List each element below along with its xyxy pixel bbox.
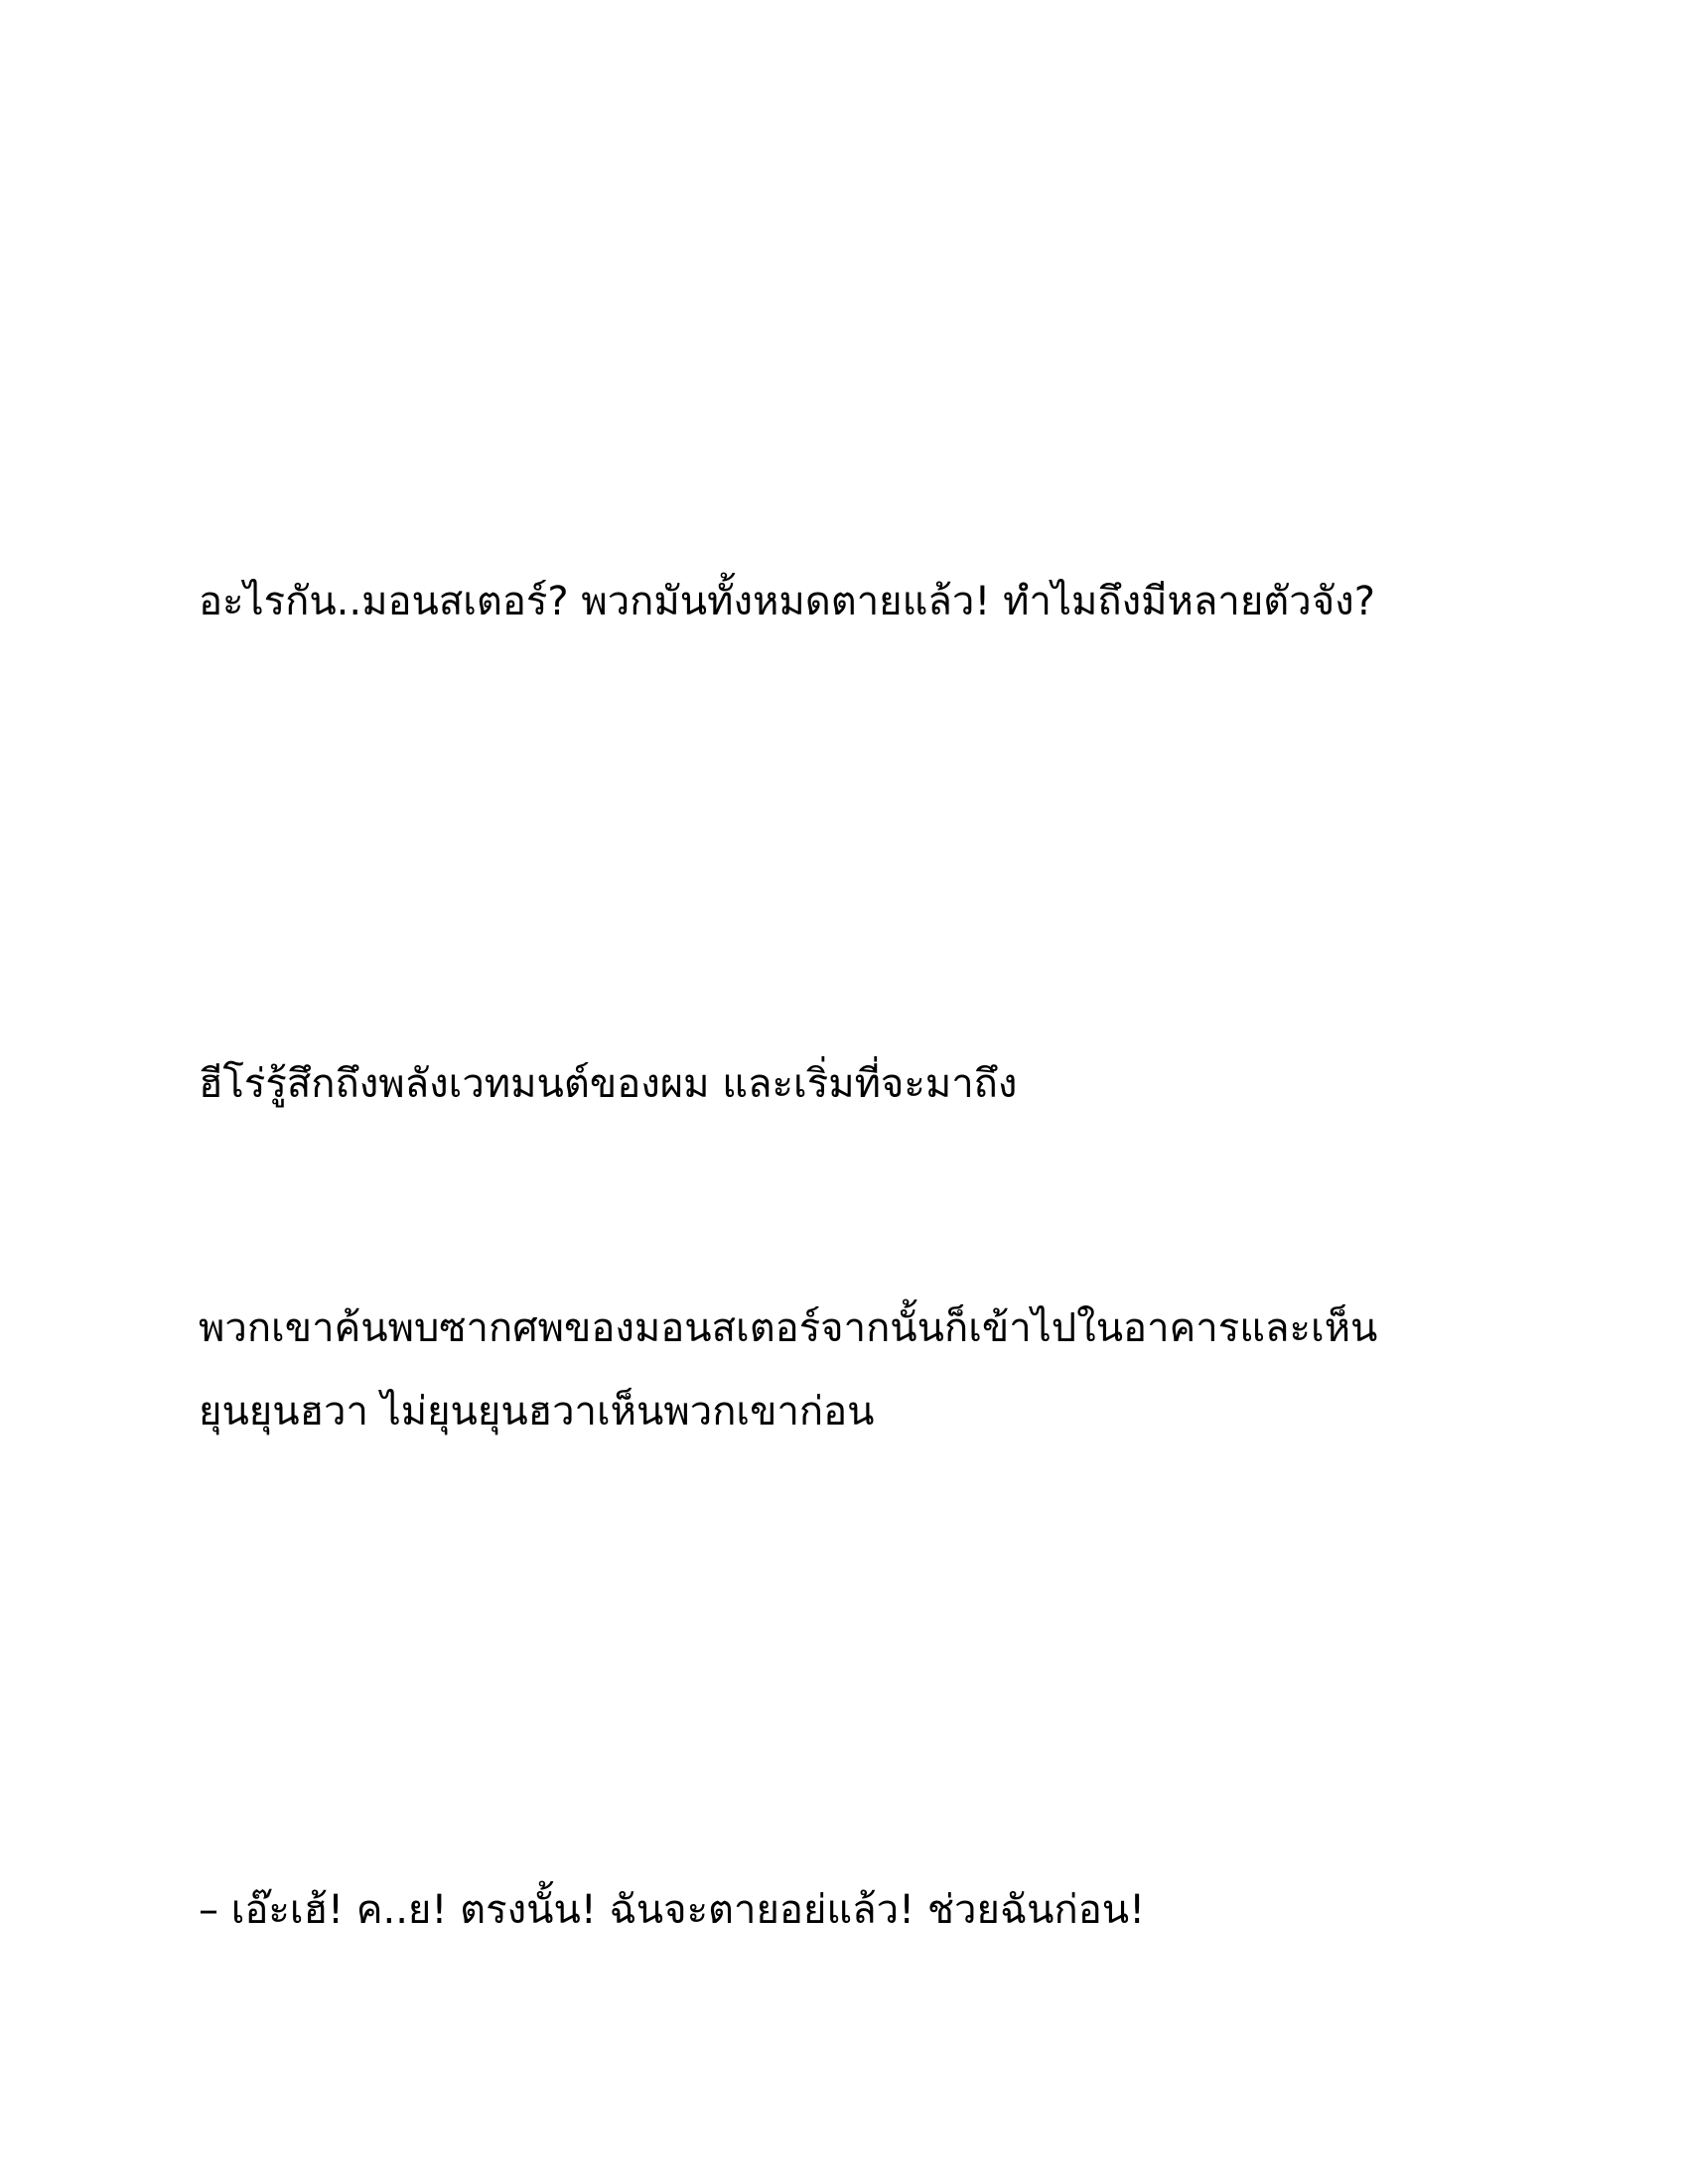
paragraph-4-line-1: – เอ๊ะเฮ้! ค..ย! ตรงนั้น! ฉันจะตายอย่แล้ว! ช่วยฉันก่อน! xyxy=(199,1887,1146,1933)
paragraph-2 xyxy=(199,1042,1489,1126)
paragraph-4 xyxy=(199,1868,1489,1952)
paragraph-2-line-1: ฮีโร่รู้สึกถึงพลังเวทมนต์ของผม และเริ่มที่จะมาถึง xyxy=(199,1061,1018,1107)
paragraph-3 xyxy=(199,1287,1489,1453)
paragraph-1-line-1: อะไรกัน..มอนสเตอร์? พวกมันทั้งหมดตายแล้ว! ทำไมถึงมีหลายตัวจัง? xyxy=(199,579,1375,624)
paragraph-3-line-1: พวกเขาค้นพบซากศพของมอนสเตอร์จากนั้นก็เข้าไปในอาคารและเห็น xyxy=(199,1305,1378,1351)
paragraph-3-line-2: ยุนยุนฮวา ไม่ยุนยุนฮวาเห็นพวกเขาก่อน xyxy=(199,1389,875,1434)
paragraph-1 xyxy=(199,560,1489,643)
